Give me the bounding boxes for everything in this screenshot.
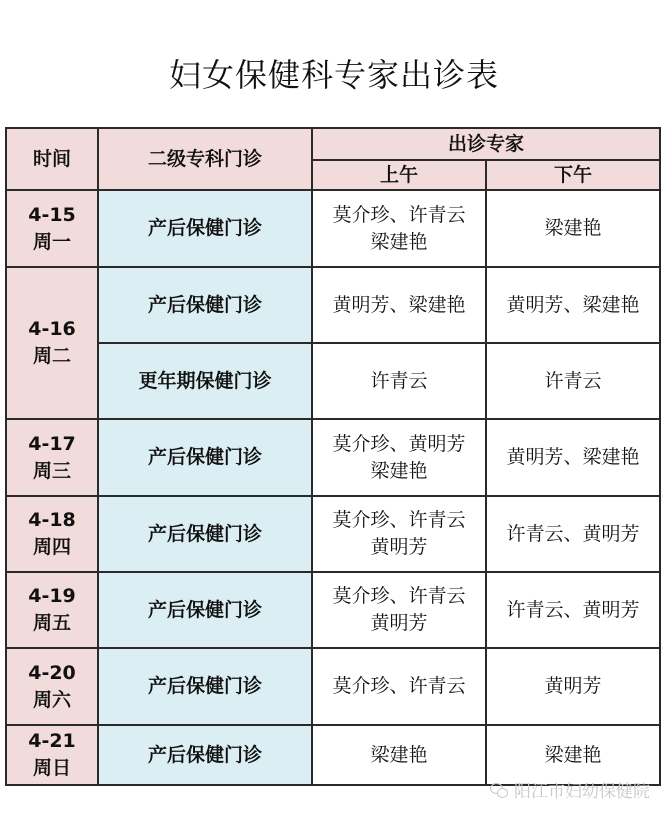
clinic-cell: 产后保健门诊 bbox=[98, 725, 312, 785]
date-cell bbox=[6, 419, 98, 496]
date-cell bbox=[6, 648, 98, 725]
weekday: 周一 bbox=[32, 230, 71, 253]
header-row bbox=[6, 128, 660, 160]
header-afternoon: 下午 bbox=[486, 160, 660, 190]
weekday: 周三 bbox=[32, 459, 71, 482]
morning-doctors: 许青云 bbox=[312, 343, 486, 419]
watermark-text: 阳江市妇幼保健院 bbox=[514, 782, 650, 802]
date: 4-21 bbox=[28, 730, 76, 752]
date: 4-16 bbox=[28, 318, 76, 340]
afternoon-doctors: 梁建艳 bbox=[486, 190, 660, 267]
weekday: 周四 bbox=[32, 536, 71, 558]
wechat-icon bbox=[490, 782, 508, 798]
clinic-cell: 产后保健门诊 bbox=[98, 419, 312, 496]
date-cell bbox=[6, 725, 98, 785]
morning-doctors: 莫介珍、黄明芳 梁建艳 bbox=[312, 419, 486, 496]
table-row bbox=[6, 496, 660, 572]
weekday: 周二 bbox=[32, 345, 71, 367]
weekday: 周六 bbox=[32, 688, 71, 711]
clinic-cell: 更年期保健门诊 bbox=[98, 343, 312, 419]
afternoon-doctors: 梁建艳 bbox=[486, 725, 660, 785]
watermark bbox=[490, 777, 650, 802]
clinic-cell: 产后保健门诊 bbox=[98, 496, 312, 572]
date: 4-18 bbox=[28, 509, 76, 531]
morning-doctors: 莫介珍、许青云 bbox=[312, 648, 486, 725]
clinic-cell: 产后保健门诊 bbox=[98, 190, 312, 267]
clinic-cell: 产后保健门诊 bbox=[98, 648, 312, 725]
weekday: 周日 bbox=[32, 757, 71, 779]
clinic-cell: 产后保健门诊 bbox=[98, 267, 312, 343]
table-row bbox=[6, 419, 660, 496]
date-cell bbox=[6, 496, 98, 572]
header-experts: 出诊专家 bbox=[312, 128, 660, 160]
afternoon-doctors: 许青云、黄明芳 bbox=[486, 572, 660, 648]
morning-doctors: 莫介珍、许青云 黄明芳 bbox=[312, 572, 486, 648]
date-cell bbox=[6, 572, 98, 648]
date: 4-19 bbox=[28, 585, 76, 607]
date: 4-17 bbox=[28, 432, 76, 455]
afternoon-doctors: 黄明芳 bbox=[486, 648, 660, 725]
table-row bbox=[6, 572, 660, 648]
header-time: 时间 bbox=[6, 128, 98, 190]
morning-doctors: 莫介珍、许青云 梁建艳 bbox=[312, 190, 486, 267]
page-title: 妇女保健科专家出诊表 bbox=[168, 56, 499, 94]
morning-doctors: 梁建艳 bbox=[312, 725, 486, 785]
header-morning: 上午 bbox=[312, 160, 486, 190]
table-row bbox=[6, 190, 660, 267]
date-cell bbox=[6, 267, 98, 419]
date: 4-20 bbox=[28, 661, 76, 684]
clinic-cell: 产后保健门诊 bbox=[98, 572, 312, 648]
morning-doctors: 黄明芳、梁建艳 bbox=[312, 267, 486, 343]
table-row bbox=[6, 648, 660, 725]
schedule-table bbox=[5, 127, 661, 786]
weekday: 周五 bbox=[32, 612, 71, 634]
afternoon-doctors: 黄明芳、梁建艳 bbox=[486, 419, 660, 496]
table-row bbox=[6, 343, 660, 419]
morning-doctors: 莫介珍、许青云 黄明芳 bbox=[312, 496, 486, 572]
table-row bbox=[6, 267, 660, 343]
date: 4-15 bbox=[28, 203, 76, 226]
afternoon-doctors: 许青云 bbox=[486, 343, 660, 419]
afternoon-doctors: 许青云、黄明芳 bbox=[486, 496, 660, 572]
header-clinic: 二级专科门诊 bbox=[98, 128, 312, 190]
table-row bbox=[6, 725, 660, 785]
afternoon-doctors: 黄明芳、梁建艳 bbox=[486, 267, 660, 343]
date-cell bbox=[6, 190, 98, 267]
